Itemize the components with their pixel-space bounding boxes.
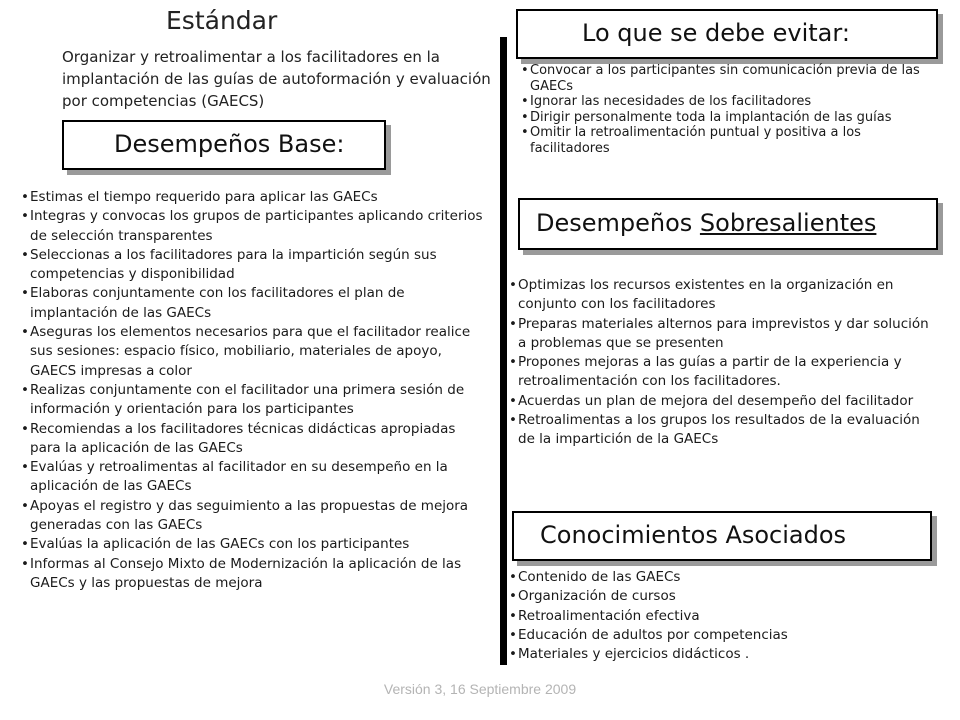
list-item: • Estimas el tiempo requerido para aplicar las GAECs <box>22 188 484 207</box>
outstanding-box <box>518 198 938 250</box>
base-performance-box <box>62 120 386 170</box>
list-item: • Propones mejoras a las guías a partir de la experiencia y retroalimentación con los facilitadores. <box>510 353 930 392</box>
list-item: • Informas al Consejo Mixto de Modernización la aplicación de las GAECs y las propuestas de mejora <box>22 555 484 594</box>
outstanding-title <box>536 209 876 237</box>
list-item: • Convocar a los participantes sin comunicación previa de las GAECs <box>522 63 942 94</box>
list-item: • Recomiendas a los facilitadores técnicas didácticas apropiadas para la aplicación de las GAECs <box>22 420 484 459</box>
list-item: • Retroalimentas a los grupos los resultados de la evaluación de la impartición de la GAECs <box>510 411 930 450</box>
knowledge-box <box>512 511 932 561</box>
list-item: • Aseguras los elementos necesarios para que el facilitador realice sus sesiones: espacio físico, mobiliario, materiales de apoyo, GAECS impresas a color <box>22 323 484 381</box>
list-item: • Materiales y ejercicios didácticos . <box>510 645 910 664</box>
avoid-list <box>522 63 942 157</box>
base-performance-list <box>22 188 484 593</box>
version-footer: Versión 3, 16 Septiembre 2009 <box>383 681 577 697</box>
list-item: • Dirigir personalmente toda la implantación de las guías <box>522 110 942 126</box>
list-item: • Acuerdas un plan de mejora del desempeño del facilitador <box>510 392 930 411</box>
list-item: • Ignorar las necesidades de los facilitadores <box>522 94 942 110</box>
list-item: • Contenido de las GAECs <box>510 568 910 587</box>
standard-description: Organizar y retroalimentar a los facilitadores en la implantación de las guías de autoformación y evaluación por competencias (GAECS) <box>62 48 491 110</box>
list-item: • Realizas conjuntamente con el facilitador una primera sesión de información y orientación para los participantes <box>22 381 484 420</box>
outstanding-title-prefix: Desempeños <box>536 209 700 237</box>
base-performance-title: Desempeños Base: <box>114 130 345 158</box>
list-item: • Elaboras conjuntamente con los facilitadores el plan de implantación de las GAECs <box>22 284 484 323</box>
list-item: • Integras y convocas los grupos de participantes aplicando criterios de selección transparentes <box>22 207 484 246</box>
vertical-divider <box>500 37 507 665</box>
knowledge-list <box>510 568 910 664</box>
list-item: • Educación de adultos por competencias <box>510 626 910 645</box>
list-item: • Preparas materiales alternos para imprevistos y dar solución a problemas que se presenten <box>510 315 930 354</box>
list-item: • Evalúas la aplicación de las GAECs con los participantes <box>22 535 484 554</box>
outstanding-title-underlined: Sobresalientes <box>699 209 877 237</box>
knowledge-title: Conocimientos Asociados <box>540 521 847 549</box>
list-item: • Apoyas el registro y das seguimiento a las propuestas de mejora generadas con las GAECs <box>22 497 484 536</box>
outstanding-list <box>510 276 930 450</box>
list-item: • Omitir la retroalimentación puntual y positiva a los facilitadores <box>522 125 942 156</box>
list-item: • Evalúas y retroalimentas al facilitador en su desempeño en la aplicación de las GAECs <box>22 458 484 497</box>
avoid-box <box>516 9 938 59</box>
list-item: • Organización de cursos <box>510 587 910 606</box>
list-item: • Seleccionas a los facilitadores para la impartición según sus competencias y disponibilidad <box>22 246 484 285</box>
list-item: • Retroalimentación efectiva <box>510 607 910 626</box>
list-item: • Optimizas los recursos existentes en la organización en conjunto con los facilitadores <box>510 276 930 315</box>
avoid-title: Lo que se debe evitar: <box>582 19 850 47</box>
standard-title: Estándar <box>166 6 278 35</box>
